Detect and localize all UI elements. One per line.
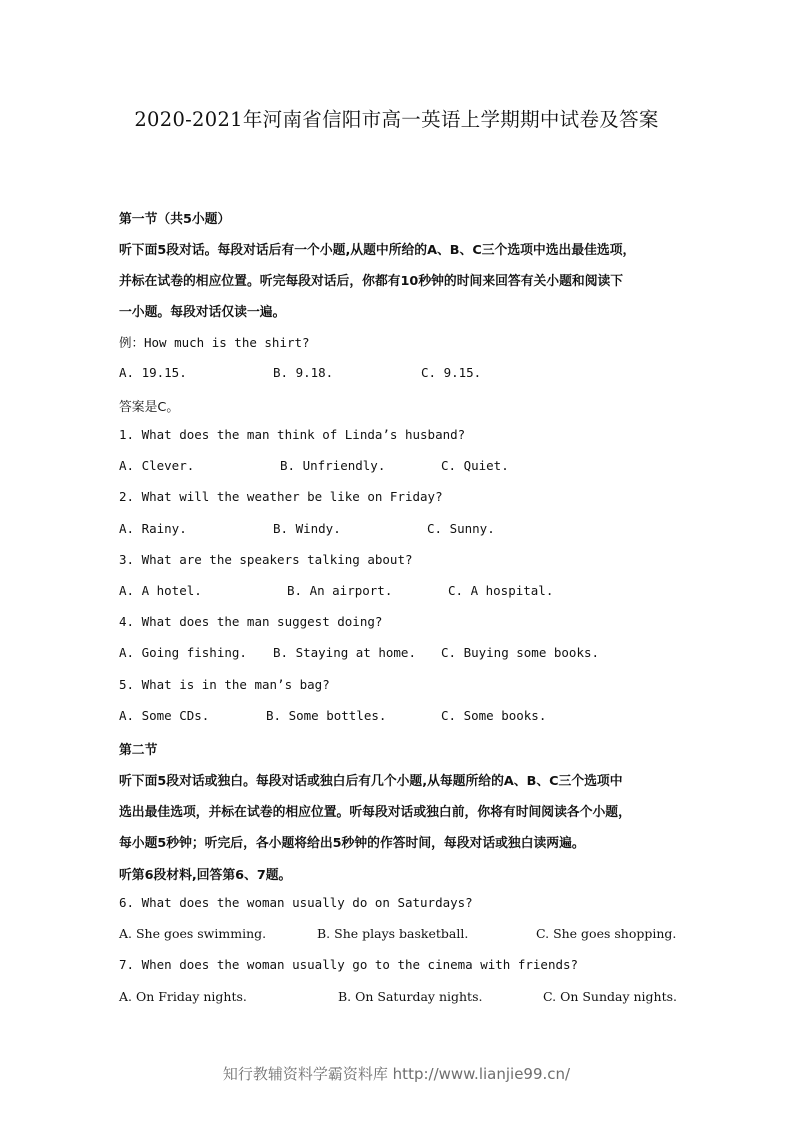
question-3-option-a: A. A hotel. <box>119 583 202 598</box>
question-2-option-b: B. Windy. <box>273 521 341 536</box>
footer-watermark: 知行教辅资料学霸资料库 http://www.lianjie99.cn/ <box>222 1065 571 1083</box>
question-5-option-b: B. Some bottles. <box>266 708 387 723</box>
example-question: 例：How much is the shirt? <box>119 335 310 350</box>
question-6: 6. What does the woman usually do on Saturdays? <box>119 895 473 910</box>
example-option-b: B. 9.18. <box>273 365 334 380</box>
section1-instruction-3: 一小题。每段对话仅读一遍。 <box>119 305 286 320</box>
section2-instruction-1: 听下面5段对话或独白。每段对话或独白后有几个小题,从每题所给的A、B、C三个选项中 <box>119 774 623 789</box>
question-7-option-b: B. On Saturday nights. <box>338 989 483 1004</box>
question-1: 1. What does the man think of Linda’s husband? <box>119 427 466 442</box>
question-5-option-a: A. Some CDs. <box>119 708 210 723</box>
question-4-option-b: B. Staying at home. <box>273 645 416 660</box>
question-4-option-a: A. Going fishing. <box>119 645 247 660</box>
question-1-option-c: C. Quiet. <box>441 458 509 473</box>
example-option-a: A. 19.15. <box>119 365 187 380</box>
section1-heading: 第一节（共5小题） <box>119 212 231 227</box>
page-title: 2020-2021年河南省信阳市高一英语上学期期中试卷及答案 <box>134 108 659 131</box>
question-2-option-a: A. Rainy. <box>119 521 187 536</box>
question-7: 7. When does the woman usually go to the cinema with friends? <box>119 957 579 972</box>
question-4: 4. What does the man suggest doing? <box>119 614 383 629</box>
question-2-option-c: C. Sunny. <box>427 521 495 536</box>
section1-instruction-2: 并标在试卷的相应位置。听完每段对话后，你都有10秒钟的时间来回答有关小题和阅读下 <box>119 274 624 289</box>
material-note: 听第6段材料,回答第6、7题。 <box>119 868 292 883</box>
example-option-c: C. 9.15. <box>421 365 482 380</box>
question-7-option-a: A. On Friday nights. <box>119 989 247 1004</box>
question-1-option-b: B. Unfriendly. <box>280 458 386 473</box>
question-6-option-b: B. She plays basketball. <box>317 926 469 941</box>
question-6-option-c: C. She goes shopping. <box>536 926 677 941</box>
section1-instruction-1: 听下面5段对话。每段对话后有一个小题,从题中所给的A、B、C三个选项中选出最佳选项， <box>119 243 636 258</box>
question-5-option-c: C. Some books. <box>441 708 547 723</box>
question-5: 5. What is in the man’s bag? <box>119 677 330 692</box>
question-2: 2. What will the weather be like on Friday? <box>119 489 443 504</box>
question-1-option-a: A. Clever. <box>119 458 195 473</box>
section2-instruction-2: 选出最佳选项，并标在试卷的相应位置。听每段对话或独白前，你将有时间阅读各个小题， <box>119 805 631 820</box>
section2-instruction-3: 每小题5秒钟；听完后，各小题将给出5秒钟的作答时间，每段对话或独白读两遍。 <box>119 836 585 851</box>
question-3-option-b: B. An airport. <box>287 583 393 598</box>
question-4-option-c: C. Buying some books. <box>441 645 600 660</box>
section2-heading: 第二节 <box>119 743 158 758</box>
question-6-option-a: A. She goes swimming. <box>119 926 267 941</box>
question-7-option-c: C. On Sunday nights. <box>543 989 678 1004</box>
question-3-option-c: C. A hospital. <box>448 583 554 598</box>
example-answer: 答案是C。 <box>119 400 180 415</box>
question-3: 3. What are the speakers talking about? <box>119 552 413 567</box>
